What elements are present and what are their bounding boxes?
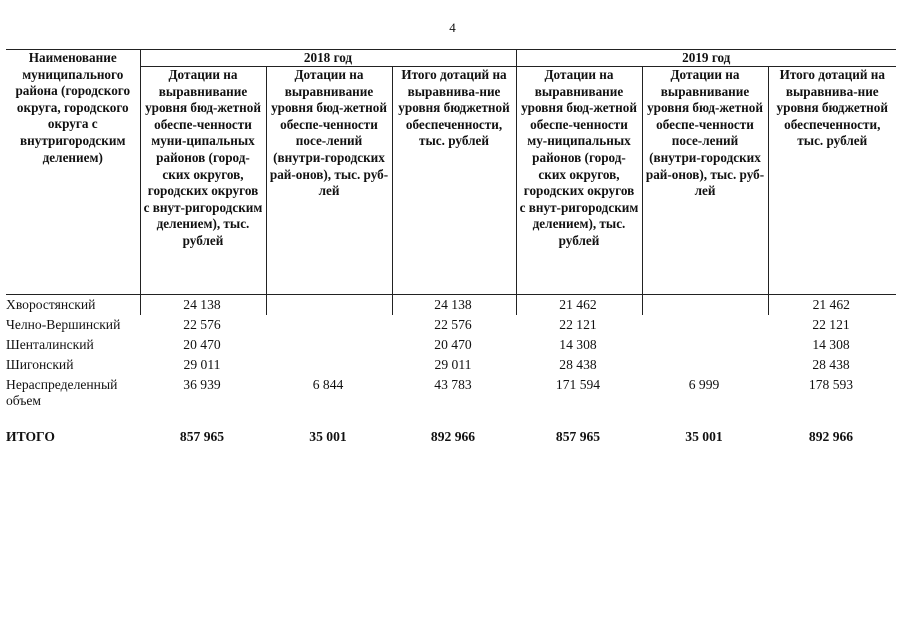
total-cell: 857 965 [179, 429, 225, 444]
table-row [6, 315, 896, 335]
col-2019-total-header: Итого дотаций на выравнива-ние уровня бюджетной обеспеченности, тыс. рублей [768, 67, 896, 295]
table-row [6, 375, 896, 411]
cell: 28 438 [812, 357, 850, 372]
year-2018-header: 2018 год [140, 50, 516, 67]
total-row [6, 411, 896, 447]
col-2018-total-header: Итого дотаций на выравнива-ние уровня бюджетной обеспеченности, тыс. рублей [392, 67, 516, 295]
cell: 24 138 [140, 295, 266, 316]
col-2019-municipal-header: Дотации на выравнивание уровня бюд-жетной обеспе-ченности му-ниципальных районов (город-ских округов, городских округов с внут-ригородским делением), тыс. рублей [516, 67, 642, 295]
cell [266, 315, 392, 335]
cell [642, 355, 768, 375]
cell: 43 783 [434, 377, 472, 392]
total-label: ИТОГО [6, 429, 55, 444]
row-name: Хворостянский [6, 295, 140, 316]
cell: 29 011 [434, 357, 472, 372]
cell [266, 295, 392, 316]
row-name: Нераспределенный объем [6, 377, 118, 408]
subsidies-table [6, 49, 896, 447]
year-2019-header: 2019 год [516, 50, 896, 67]
total-cell: 35 001 [685, 429, 723, 444]
cell [266, 335, 392, 355]
col-2018-municipal-header: Дотации на выравнивание уровня бюд-жетной обеспе-ченности муни-ципальных районов (город-ских округов, городских округов с внут-ригородским делением), тыс. рублей [140, 67, 266, 295]
cell [266, 355, 392, 375]
total-cell: 35 001 [309, 429, 347, 444]
cell: 171 594 [555, 377, 601, 392]
table-row [6, 335, 896, 355]
cell: 29 011 [183, 357, 221, 372]
total-cell: 892 966 [808, 429, 854, 444]
cell [642, 295, 768, 316]
cell: 22 576 [183, 317, 221, 332]
cell: 21 462 [516, 295, 642, 316]
cell: 20 470 [434, 337, 472, 352]
row-name: Шенталинский [6, 337, 94, 352]
cell: 20 470 [183, 337, 221, 352]
col-2018-settlements-header: Дотации на выравнивание уровня бюд-жетной обеспе-ченности посе-лений (внутри-городских рай-онов), тыс. руб-лей [266, 67, 392, 295]
cell: 36 939 [183, 377, 221, 392]
name-column-header: Наименование муниципального района (городского округа, городского округа с внутригородским делением) [6, 50, 140, 295]
page-number: 4 [449, 20, 456, 35]
cell: 14 308 [812, 337, 850, 352]
row-name: Шигонский [6, 357, 74, 372]
cell: 6 844 [312, 377, 344, 392]
row-name: Челно-Вершинский [6, 317, 121, 332]
table-row [6, 295, 896, 316]
col-2019-settlements-header: Дотации на выравнивание уровня бюд-жетной обеспе-ченности посе-лений (внутри-городских рай-онов), тыс. руб-лей [642, 67, 768, 295]
total-cell: 892 966 [430, 429, 476, 444]
cell: 24 138 [392, 295, 516, 316]
cell: 28 438 [559, 357, 597, 372]
cell: 22 576 [434, 317, 472, 332]
cell: 21 462 [768, 295, 896, 316]
cell: 178 593 [808, 377, 854, 392]
total-cell: 857 965 [555, 429, 601, 444]
cell [642, 335, 768, 355]
cell: 22 121 [559, 317, 597, 332]
cell: 14 308 [559, 337, 597, 352]
cell: 6 999 [688, 377, 720, 392]
table-row [6, 355, 896, 375]
cell: 22 121 [812, 317, 850, 332]
cell [642, 315, 768, 335]
